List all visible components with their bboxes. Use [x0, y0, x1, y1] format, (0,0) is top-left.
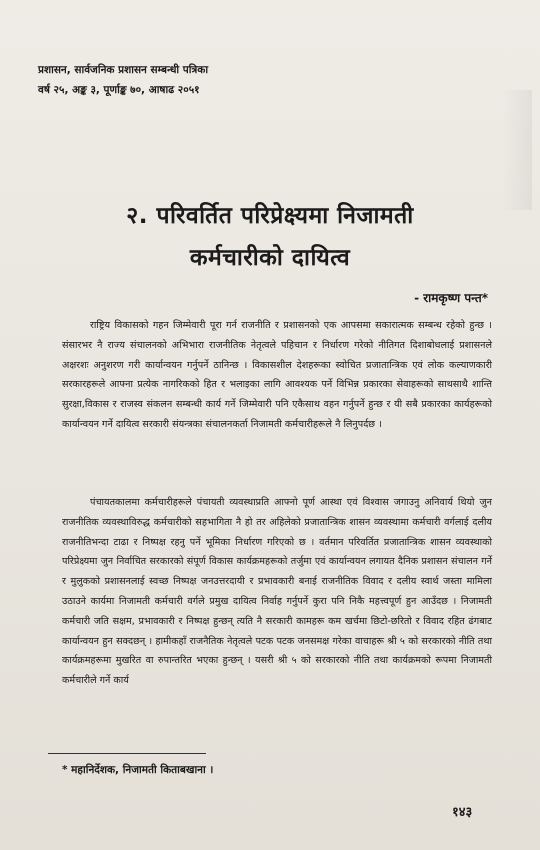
journal-header — [38, 60, 478, 100]
page-number: १४३ — [452, 805, 473, 820]
paragraph: राष्ट्रिय विकासको गहन जिम्मेवारी पूरा गर्न राजनीति र प्रशासनको एक आपसमा सकारात्मक सम्बन्ध रहेको हुन्छ । संसारभर नै राज्य संचालनको अभिभारा राजनीतिक नेतृत्वले पहिचान र निर्धारण गरेको नीतिगत दिशाबोधलाई प्रशासनले अक्षरशः अनुशरण गरी कार्यान्वयन गर्नुपर्ने ठानिन्छ । विकासशील देशहरूका स्वोचित प्रजातान्त्रिक एवं लोक कल्याणकारी सरकारहरूले आफ्ना प्रत्येक नागरिकको हित र भलाइका लागि आवश्यक पर्ने विभिन्न प्रकारका सेवाहरूको साथसाथै शान्ति सुरक्षा,विकास र राजस्व संकलन सम्बन्धी कार्य गर्ने जिम्मेवारी पनि एकैसाथ वहन गर्नुपर्ने हुन्छ र यी सबै प्रकारका कार्यहरूको कार्यान्वयन गर्ने दायित्व सरकारी संयन्त्रका संचालनकर्ता निजामती कर्मचारीहरूले नै लिनुपर्दछ । — [62, 320, 492, 430]
footnote: * महानिर्देशक, निजामती किताबखाना । — [62, 764, 214, 776]
article-title-line2: कर्मचारीको दायित्व — [189, 245, 351, 271]
paragraph: पंचायतकालमा कर्मचारीहरूले पंचायती व्यवस्थाप्रति आफ्नो पूर्ण आस्था एवं विश्वास जगाउनु अनिवार्य थियो जुन राजनीतिक व्यवस्थाविरुद्ध कर्मचारीको सहभागिता नै हो तर अहिलेको प्रजातान्त्रिक शासन व्यवस्थामा कर्मचारी वर्गलाई दलीय राजनीतिभन्दा टाढा र निष्पक्ष रहनु पर्ने भूमिका निर्धारण गरिएको छ । वर्तमान परिवर्तित प्रजातान्त्रिक शासन व्यवस्थाको परिप्रेक्ष्यमा जुन निर्वाचित सरकारको संपूर्ण विकास कार्यक्रमहरूको तर्जुमा एवं कार्यान्वयन लगायत दैनिक प्रशासन संचालन गर्ने र मुलुकको प्रशासनलाई स्वच्छ निष्पक्ष जनउत्तरदायी र प्रभावकारी बनाई राजनीतिक विवाद र दलीय स्वार्थ जस्ता मामिला उठाउने कार्यमा निजामती कर्मचारी वर्गले प्रमुख दायित्व निर्वाह गर्नुपर्ने कुरा पनि निकै महत्त्वपूर्ण हुन आउँदछ । निजामती कर्मचारी जति सक्षम, प्रभावकारी र निष्पक्ष हुन्छन् त्यति नै सरकारी कामहरू कम खर्चमा छिटो-छरितो र विवाद रहित ढंगबाट कार्यान्वयन हुन सक्दछन् । हामीकहाँ राजनैतिक नेतृत्वले पटक पटक जनसमक्ष गरेका वाचाहरू श्री ५ को सरकारको नीति तथा कार्यक्रमहरूमा मुखरित वा रुपान्तरित भएका हुन्छन् । यसरी श्री ५ को सरकारको नीति तथा कार्यक्रमको रूपमा निजामती कर्मचारीले गर्ने कार्य — [62, 497, 492, 687]
author-name: - रामकृष्ण पन्त* — [414, 291, 488, 305]
article-title-line1: २. परिवर्तित परिप्रेक्ष्यमा निजामती — [126, 203, 414, 229]
footnote-rule — [48, 753, 206, 754]
scan-shadow — [502, 90, 532, 210]
issue-info: वर्ष २५, अङ्क ३, पूर्णाङ्क ७०, आषाढ २०५१ — [38, 84, 200, 96]
journal-name: प्रशासन, सार्वजनिक प्रशासन सम्बन्धी पत्रिका — [38, 64, 209, 76]
